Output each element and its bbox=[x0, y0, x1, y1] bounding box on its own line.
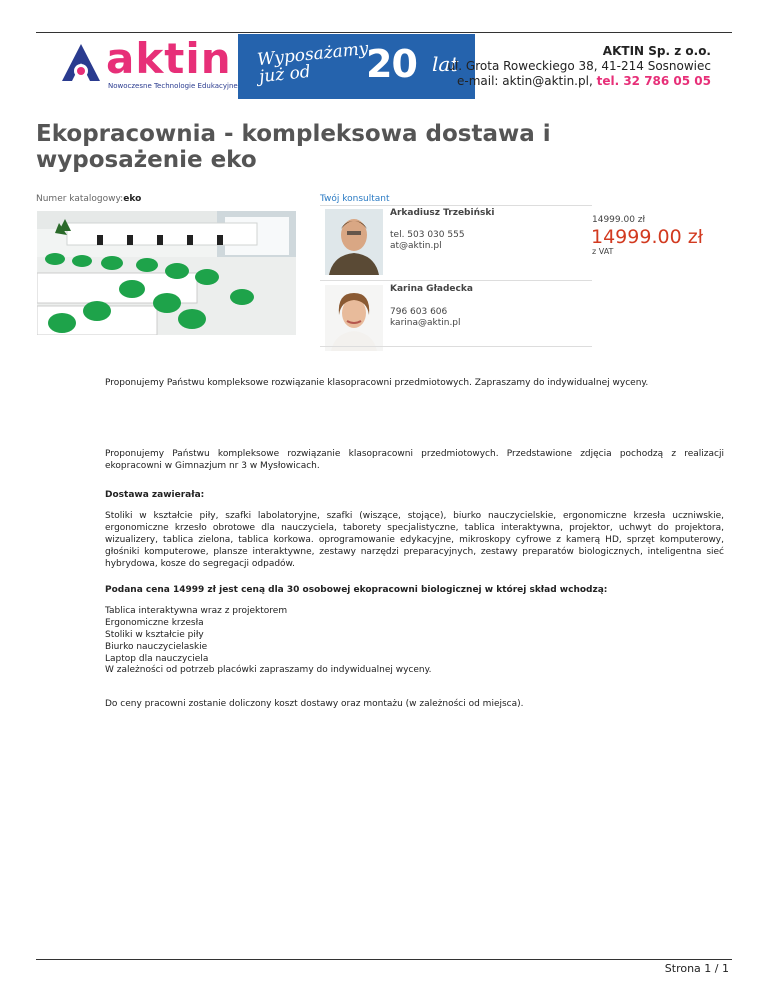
logo-wordmark: aktin bbox=[106, 34, 232, 83]
price-gross: 14999.00 zł bbox=[591, 226, 704, 248]
company-email[interactable]: e-mail: aktin@aktin.pl, bbox=[457, 74, 593, 88]
consultant-card bbox=[320, 205, 592, 277]
footer-rule bbox=[36, 959, 732, 960]
catalog-label: Numer katalogowy: bbox=[36, 194, 124, 204]
banner-number: 20 bbox=[366, 42, 417, 86]
logo-mark-icon bbox=[58, 41, 104, 87]
consultant-name: Karina Gładecka bbox=[390, 284, 473, 294]
company-address: ul. Grota Roweckiego 38, 41-214 Sosnowiec bbox=[447, 59, 711, 73]
list-item: Tablica interaktywna wraz z projektorem bbox=[105, 606, 288, 616]
avatar bbox=[325, 285, 383, 351]
catalog-value: eko bbox=[123, 194, 142, 204]
intro-text: Proponujemy Państwu kompleksowe rozwiązanie klasopracowni przedmiotowych. Zapraszamy do indywidualnej wyceny. bbox=[105, 378, 649, 388]
items-list bbox=[105, 605, 724, 665]
company-contact bbox=[447, 74, 711, 89]
list-item: Laptop dla nauczyciela bbox=[105, 654, 209, 664]
description-text: Proponujemy Państwu kompleksowe rozwiązanie klasopracowni przedmiotowych. Przedstawione zdjęcia pochodzą z realizacji ekopracowni w Gimnazjum nr 3 w Mysłowicach. bbox=[105, 449, 724, 471]
anniversary-banner bbox=[238, 34, 475, 99]
consultant-email[interactable]: karina@aktin.pl bbox=[390, 318, 461, 328]
note-delivery-cost: Do ceny pracowni zostanie doliczony koszt dostawy oraz montażu (w zależności od miejsca). bbox=[105, 699, 524, 709]
product-photo[interactable] bbox=[37, 211, 296, 335]
avatar bbox=[325, 209, 383, 275]
consultant-phone[interactable]: 796 603 606 bbox=[390, 307, 448, 317]
header-rule bbox=[36, 32, 732, 33]
company-name: AKTIN Sp. z o.o. bbox=[602, 44, 711, 58]
aktin-logo[interactable] bbox=[58, 34, 238, 99]
consultant-email[interactable]: at@aktin.pl bbox=[390, 241, 442, 251]
consultant-card bbox=[320, 281, 592, 353]
price-heading: Podana cena 14999 zł jest ceną dla 30 osobowej ekopracowni biologicznej w której skład wchodzą: bbox=[105, 585, 608, 595]
page-title: Ekopracownia - kompleksowa dostawa i wyposażenie eko bbox=[36, 121, 551, 173]
banner-script-text: Wyposażamy już od bbox=[256, 38, 370, 88]
page-number: Strona 1 / 1 bbox=[664, 962, 729, 975]
divider bbox=[320, 346, 592, 347]
note-quote: W zależności od potrzeb placówki zapraszamy do indywidualnej wyceny. bbox=[105, 665, 432, 675]
consultant-phone[interactable]: tel. 503 030 555 bbox=[390, 230, 465, 240]
company-info bbox=[447, 44, 711, 89]
list-item: Ergonomiczne krzesła bbox=[105, 618, 204, 628]
price-net: 14999.00 zł bbox=[592, 215, 646, 225]
list-item: Biurko nauczycielaskie bbox=[105, 642, 208, 652]
logo-tagline: Nowoczesne Technologie Edukacyjne bbox=[108, 82, 238, 90]
delivery-text: Stoliki w kształcie piły, szafki labolatoryjne, szafki (wiszące, stojące), biurko nauczycielskie, ergonomiczne krzesła uczniwskie, ergonomiczne krzesło obrotowe dla nauczyciela, taborety specjalistyczne, tablica interaktywna, projektor, uchwyt do projektora, wizualizery, tablica zielona, tablica korkowa. oprogramowanie edykacyjne, mikroskopy cyfrowe z kamerą HD, sprzęt komputerowy, głośniki komputerowe, plansze interaktywne, zestawy narzędzi preparacyjnych, zestawy preparatów biologicznych, inteligentna sieć hybrydowa, kosze do segregacji odpadów. bbox=[105, 511, 724, 569]
delivery-heading: Dostawa zawierała: bbox=[105, 490, 205, 500]
list-item: Stoliki w kształcie piły bbox=[105, 630, 204, 640]
catalog-number bbox=[36, 194, 141, 204]
consultants-heading[interactable]: Twój konsultant bbox=[320, 194, 390, 204]
vat-note: z VAT bbox=[592, 247, 614, 256]
consultant-name: Arkadiusz Trzebiński bbox=[390, 208, 495, 218]
banner-suffix: lat bbox=[432, 52, 459, 76]
company-phone[interactable]: tel. 32 786 05 05 bbox=[596, 74, 711, 88]
